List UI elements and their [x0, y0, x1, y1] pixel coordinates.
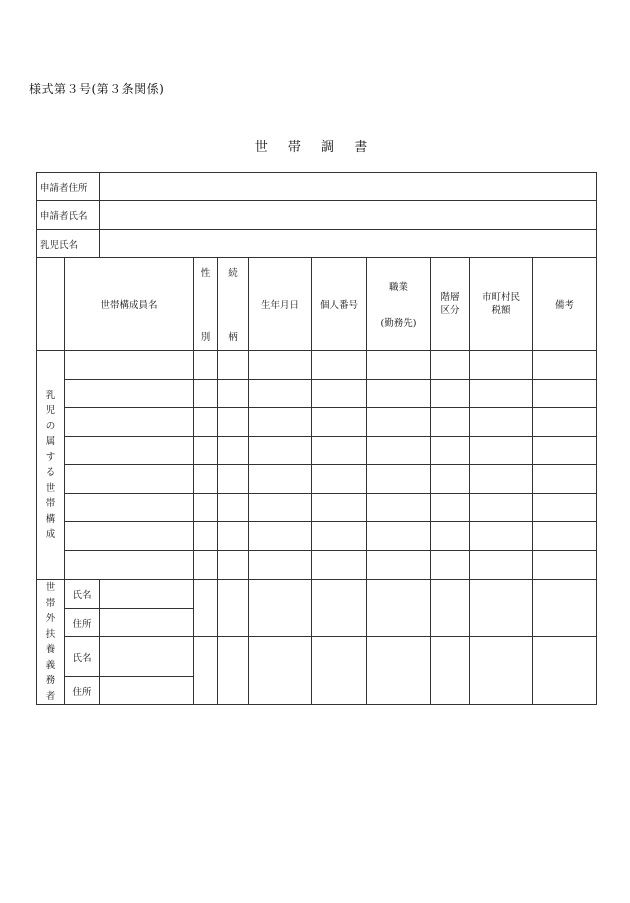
- header-workplace-label: (勤務先): [380, 318, 417, 329]
- birthdate-cell[interactable]: [249, 551, 312, 580]
- remarks-cell[interactable]: [533, 380, 597, 408]
- table-row: [37, 494, 597, 522]
- tier-cell[interactable]: [431, 351, 470, 380]
- tax-cell[interactable]: [470, 437, 533, 465]
- birthdate-cell[interactable]: [249, 580, 312, 637]
- sex-cell[interactable]: [194, 551, 218, 580]
- table-row: [37, 465, 597, 494]
- relation-cell[interactable]: [218, 380, 249, 408]
- table-row: [37, 522, 597, 551]
- header-tier-line1: 階層: [440, 292, 460, 303]
- personal-number-cell[interactable]: [312, 494, 367, 522]
- member-name-cell[interactable]: [65, 494, 194, 522]
- household-section-label: 乳 児 の 属 す る 世 帯 構 成: [37, 351, 65, 580]
- header-tier-line2: 区分: [440, 305, 460, 316]
- support-address-field[interactable]: [100, 609, 194, 637]
- tier-cell[interactable]: [431, 465, 470, 494]
- support-name-label: 氏名: [65, 580, 100, 609]
- occupation-cell[interactable]: [367, 437, 431, 465]
- personal-number-cell[interactable]: [312, 380, 367, 408]
- applicant-address-label: 申請者住所: [37, 173, 100, 201]
- birthdate-cell[interactable]: [249, 465, 312, 494]
- tax-cell[interactable]: [470, 408, 533, 437]
- relation-cell[interactable]: [218, 408, 249, 437]
- header-sex-top: 性: [200, 268, 211, 279]
- relation-cell[interactable]: [218, 494, 249, 522]
- tier-cell[interactable]: [431, 437, 470, 465]
- birthdate-cell[interactable]: [249, 522, 312, 551]
- household-survey-table: [36, 172, 597, 705]
- sex-cell[interactable]: [194, 437, 218, 465]
- infant-name-label: 乳児氏名: [37, 230, 100, 258]
- member-name-cell[interactable]: [65, 551, 194, 580]
- table-row: [37, 351, 597, 380]
- birthdate-cell[interactable]: [249, 637, 312, 705]
- tax-cell[interactable]: [470, 380, 533, 408]
- sex-cell[interactable]: [194, 637, 218, 705]
- header-relation-top: 続: [228, 268, 238, 279]
- tax-cell[interactable]: [470, 637, 533, 705]
- tax-cell[interactable]: [470, 580, 533, 637]
- sex-cell[interactable]: [194, 351, 218, 380]
- birthdate-cell[interactable]: [249, 494, 312, 522]
- header-blank-cell: [37, 258, 65, 351]
- remarks-cell[interactable]: [533, 551, 597, 580]
- occupation-cell[interactable]: [367, 380, 431, 408]
- remarks-cell[interactable]: [533, 465, 597, 494]
- remarks-cell[interactable]: [533, 437, 597, 465]
- applicant-name-row: [37, 201, 597, 230]
- birthdate-cell[interactable]: [249, 351, 312, 380]
- occupation-cell[interactable]: [367, 465, 431, 494]
- support-name-field[interactable]: [100, 580, 194, 609]
- member-name-cell[interactable]: [65, 408, 194, 437]
- header-relation-bottom: 柄: [228, 332, 238, 343]
- occupation-cell[interactable]: [367, 580, 431, 637]
- applicant-name-label: 申請者氏名: [37, 201, 100, 230]
- support-address-label: 住所: [65, 609, 100, 637]
- relation-cell[interactable]: [218, 637, 249, 705]
- applicant-name-field[interactable]: [100, 201, 597, 230]
- header-relation: [218, 258, 249, 351]
- relation-cell[interactable]: [218, 437, 249, 465]
- personal-number-cell[interactable]: [312, 351, 367, 380]
- member-name-cell[interactable]: [65, 465, 194, 494]
- infant-name-field[interactable]: [100, 230, 597, 258]
- remarks-cell[interactable]: [533, 408, 597, 437]
- sex-cell[interactable]: [194, 465, 218, 494]
- occupation-cell[interactable]: [367, 494, 431, 522]
- remarks-cell[interactable]: [533, 522, 597, 551]
- support-section-label: 世 帯 外 扶 養 義 務 者: [37, 580, 65, 705]
- header-occupation: [367, 258, 431, 351]
- form-number: 様式第３号(第３条関係): [29, 82, 165, 96]
- header-remarks: 備考: [533, 258, 597, 351]
- applicant-address-row: [37, 173, 597, 201]
- personal-number-cell[interactable]: [312, 637, 367, 705]
- applicant-address-field[interactable]: [100, 173, 597, 201]
- table-row: [37, 551, 597, 580]
- personal-number-cell[interactable]: [312, 551, 367, 580]
- table-row: [37, 437, 597, 465]
- infant-name-row: [37, 230, 597, 258]
- personal-number-cell[interactable]: [312, 437, 367, 465]
- occupation-cell[interactable]: [367, 637, 431, 705]
- sex-cell[interactable]: [194, 408, 218, 437]
- header-occupation-label: 職業: [389, 282, 409, 293]
- member-name-cell[interactable]: [65, 437, 194, 465]
- relation-cell[interactable]: [218, 522, 249, 551]
- personal-number-cell[interactable]: [312, 465, 367, 494]
- tax-cell[interactable]: [470, 351, 533, 380]
- header-tier: [431, 258, 470, 351]
- tier-cell[interactable]: [431, 494, 470, 522]
- tax-cell[interactable]: [470, 465, 533, 494]
- sex-cell[interactable]: [194, 494, 218, 522]
- relation-cell[interactable]: [218, 465, 249, 494]
- support-name-field[interactable]: [100, 637, 194, 677]
- member-name-cell[interactable]: [65, 351, 194, 380]
- relation-cell[interactable]: [218, 580, 249, 637]
- sex-cell[interactable]: [194, 380, 218, 408]
- tier-cell[interactable]: [431, 637, 470, 705]
- header-birthdate: 生年月日: [249, 258, 312, 351]
- sex-cell[interactable]: [194, 522, 218, 551]
- support-address-label: 住所: [65, 677, 100, 705]
- tax-cell[interactable]: [470, 551, 533, 580]
- support-address-field[interactable]: [100, 677, 194, 705]
- relation-cell[interactable]: [218, 351, 249, 380]
- header-sex: [194, 258, 218, 351]
- header-sex-bottom: 別: [200, 332, 211, 343]
- remarks-cell[interactable]: [533, 494, 597, 522]
- column-header-row: [37, 258, 597, 351]
- remarks-cell[interactable]: [533, 637, 597, 705]
- tier-cell[interactable]: [431, 408, 470, 437]
- member-name-cell[interactable]: [65, 380, 194, 408]
- occupation-cell[interactable]: [367, 408, 431, 437]
- birthdate-cell[interactable]: [249, 437, 312, 465]
- support-person-2-name-row: [37, 637, 597, 677]
- tier-cell[interactable]: [431, 551, 470, 580]
- header-tax: [470, 258, 533, 351]
- occupation-cell[interactable]: [367, 351, 431, 380]
- occupation-cell[interactable]: [367, 522, 431, 551]
- personal-number-cell[interactable]: [312, 522, 367, 551]
- tax-cell[interactable]: [470, 522, 533, 551]
- occupation-cell[interactable]: [367, 551, 431, 580]
- relation-cell[interactable]: [218, 551, 249, 580]
- header-personal-number: 個人番号: [312, 258, 367, 351]
- member-name-cell[interactable]: [65, 522, 194, 551]
- header-tax-line1: 市町村民: [482, 292, 521, 303]
- support-name-label: 氏名: [65, 637, 100, 677]
- remarks-cell[interactable]: [533, 580, 597, 637]
- table-row: [37, 380, 597, 408]
- document-title: 世 帯 調 書: [254, 140, 376, 155]
- table-row: [37, 408, 597, 437]
- support-person-1-name-row: [37, 580, 597, 609]
- header-member-name: 世帯構成員名: [65, 258, 194, 351]
- sex-cell[interactable]: [194, 580, 218, 637]
- personal-number-cell[interactable]: [312, 580, 367, 637]
- tier-cell[interactable]: [431, 380, 470, 408]
- birthdate-cell[interactable]: [249, 408, 312, 437]
- remarks-cell[interactable]: [533, 351, 597, 380]
- birthdate-cell[interactable]: [249, 380, 312, 408]
- tier-cell[interactable]: [431, 522, 470, 551]
- tier-cell[interactable]: [431, 580, 470, 637]
- tax-cell[interactable]: [470, 494, 533, 522]
- header-tax-line2: 税額: [491, 305, 511, 316]
- personal-number-cell[interactable]: [312, 408, 367, 437]
